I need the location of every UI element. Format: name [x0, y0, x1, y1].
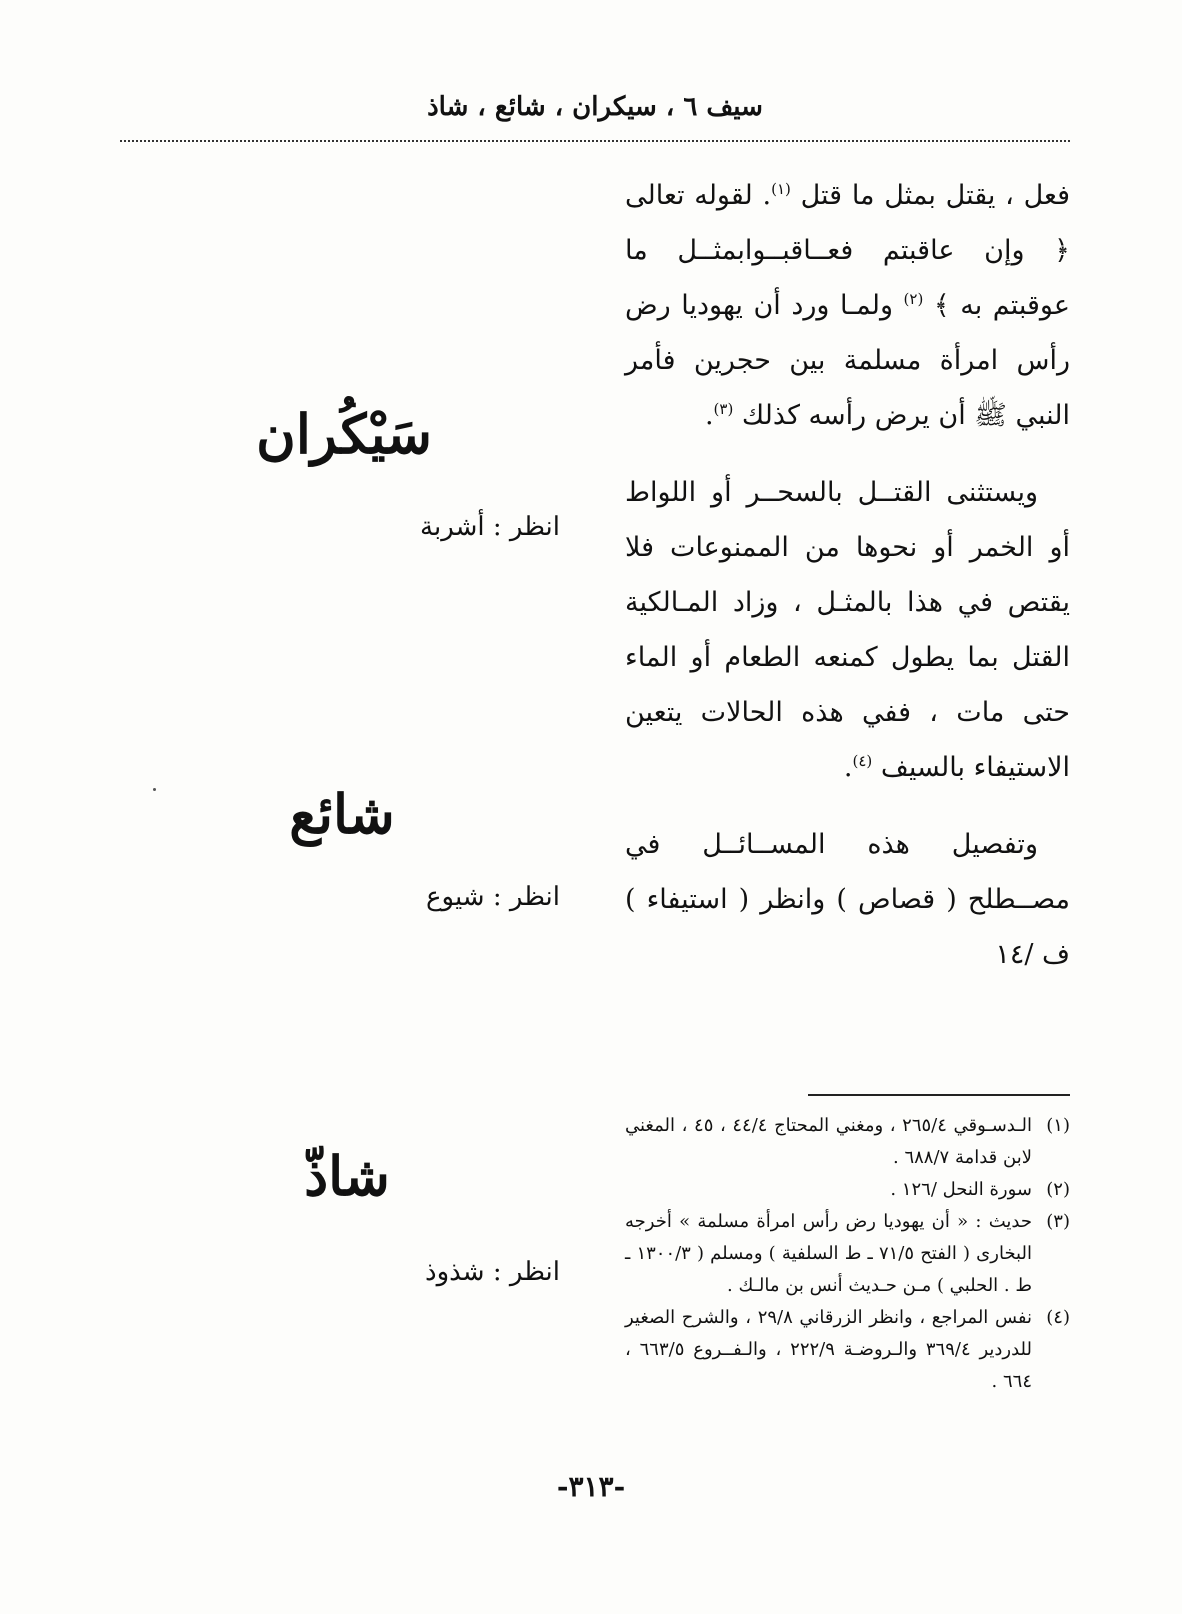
footnote-ref-4: (٤)	[852, 752, 873, 770]
p1-text-c: ولمـا ورد أن يهوديا رض رأس امرأة مسلمة بين حجرين فأمر النبي ﷺ أن يرض رأسه كذلك	[625, 290, 1070, 431]
footnote-text: حديث : « أن يهوديا رض رأس امرأة مسلمة » أخرجه البخارى ( الفتح ٧١/٥ ـ ط السلفية ) ومسلم ( ١٣٠٠/٣ ـ ط . الحلبي ) مـن حـديث أنس بن مالـك .	[625, 1211, 1032, 1296]
see-reference-2: انظر : شيوع	[426, 882, 560, 912]
p1-text-d: .	[704, 400, 714, 431]
footnote-number: (١)	[1046, 1115, 1070, 1136]
footnote-text: نفس المراجع ، وانظر الزرقاني ٢٩/٨ ، والشرح الصغير للدردير ٣٦٩/٤ والـروضـة ٢٢٢/٩ ، والـفــروع ٦٦٣/٥ ، ٦٦٤ .	[625, 1307, 1033, 1392]
footnote-ref-2: (٢)	[903, 290, 924, 308]
entry-title-shai: شائع	[289, 782, 395, 846]
see-reference-1: انظر : أشربة	[420, 512, 560, 542]
footnote-number: (٣)	[1046, 1211, 1070, 1232]
running-head: سيف ٦ ، سيكران ، شائع ، شاذ	[427, 92, 763, 122]
paragraph-2	[625, 465, 1070, 795]
paragraph-1	[625, 168, 1070, 443]
page-number: -٣١٣-	[556, 1470, 626, 1503]
footnote-ref-1: (١)	[771, 180, 791, 198]
entry-title-saykuran: سَيْكُران	[256, 402, 432, 466]
header-dotted-rule	[120, 140, 1070, 142]
scan-speck	[153, 788, 156, 791]
footnote-text: سورة النحل /١٢٦ .	[890, 1179, 1032, 1200]
footnote-number: (٢)	[1046, 1179, 1070, 1200]
footnote-ref-3: (٣)	[713, 400, 734, 418]
entry-title-shadh: شاذّ	[304, 1144, 390, 1208]
p2-text-b: .	[843, 752, 853, 783]
footnote-3	[625, 1206, 1070, 1302]
main-text-column	[625, 168, 1070, 1004]
footnote-number: (٤)	[1046, 1307, 1070, 1328]
footnotes	[625, 1110, 1070, 1398]
footnote-2	[625, 1174, 1070, 1206]
p2-text-a: ويستثنى القتــل بالسحــر أو اللواط أو الخمر أو نحوها من الممنوعات فلا يقتص في هذا بالمثـل ، وزاد المـالكية القتل بما يطول كمنعه الطعام أو الماء حتى مات ، ففي هذه الحالات يتعين الاستيفاء بالسيف	[625, 477, 1070, 783]
footnote-rule	[808, 1094, 1070, 1096]
footnote-4	[625, 1302, 1070, 1398]
see-reference-3: انظر : شذوذ	[425, 1257, 560, 1287]
p1-text-a: فعل ، يقتل بمثل ما قتل	[790, 180, 1070, 211]
paragraph-3: وتفصيل هذه المســائــل في مصــطلح ( قصاص ) وانظر ( استيفاء ) ف /١٤	[625, 829, 1070, 970]
p1-text-b: . لقوله تعالى ﴿ وإن عاقبتم فعــاقبــوابمثــل ما عوقبتم به ﴾	[625, 180, 1070, 321]
footnote-1	[625, 1110, 1070, 1174]
footnote-text: الـدسـوقي ٢٦٥/٤ ، ومغني المحتاج ٤٤/٤ ، ٤٥ ، المغني لابن قدامة ٦٨٨/٧ .	[625, 1115, 1032, 1168]
